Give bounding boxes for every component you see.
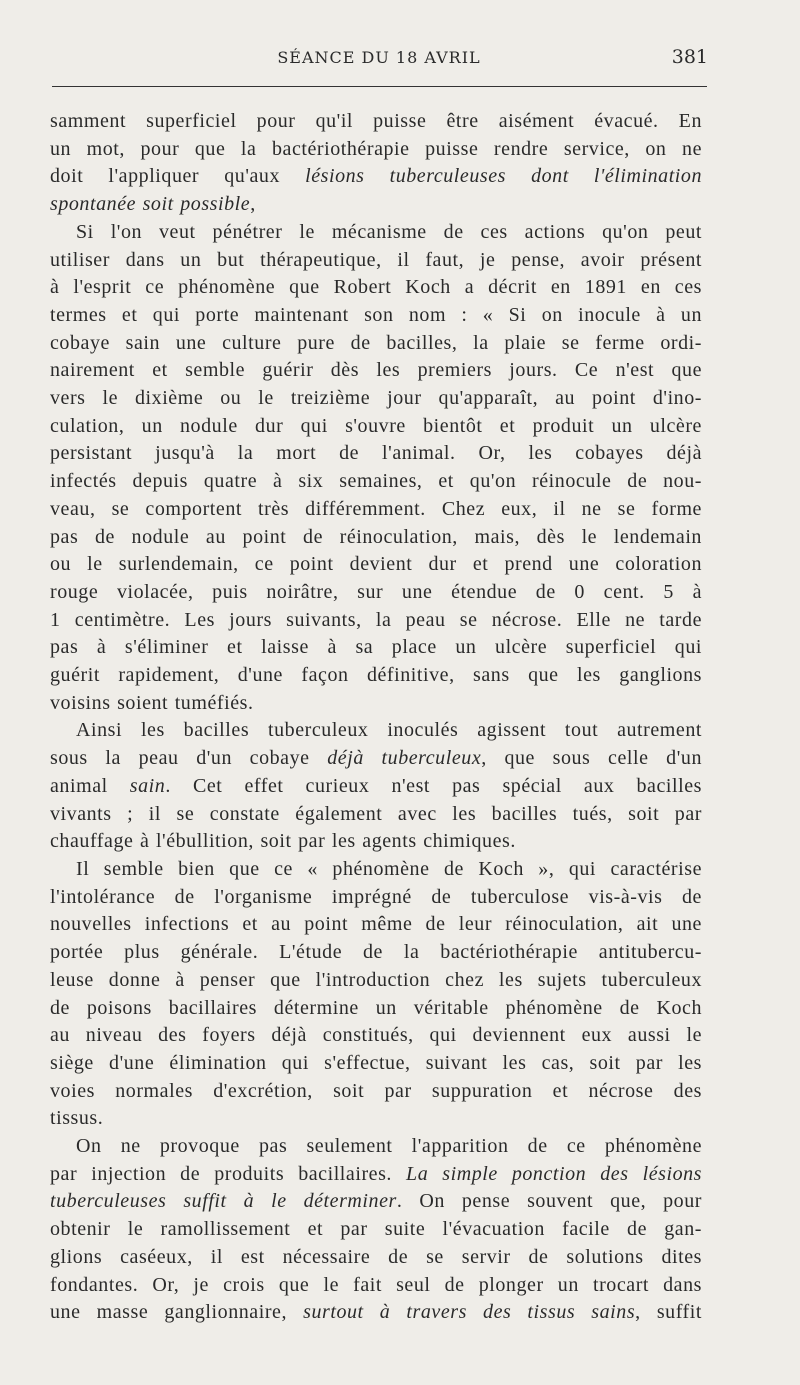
- line-text: l'intolérance de l'organisme imprégné de tuberculose vis-à-vis de: [50, 885, 702, 908]
- text-line: [50, 884, 702, 912]
- line-text: samment superficiel pour qu'il puisse être aisément évacué. En: [50, 110, 702, 132]
- line-text: pas de nodule au point de réinoculation, mais, dès le lendemain: [50, 525, 702, 548]
- text-line: [50, 801, 702, 829]
- line-text: siège d'une élimination qui s'effectue, suivant les cas, soit par les: [50, 1051, 702, 1074]
- italic-text: surtout à travers des tissus sains: [303, 1301, 636, 1324]
- body-text: [50, 108, 702, 1327]
- text-line: [50, 385, 702, 413]
- line-text: Il semble bien que ce « phénomène de Koch », qui caractérise: [76, 857, 702, 880]
- text-line: [50, 191, 702, 219]
- text-line: [50, 1022, 702, 1050]
- line-text: ou le surlendemain, ce point devient dur et prend une coloration: [50, 553, 702, 576]
- line-text: culation, un nodule dur qui s'ouvre bientôt et produit un ulcère: [50, 414, 702, 437]
- italic-text: déjà tuberculeux: [327, 747, 482, 770]
- text-line: [50, 1299, 702, 1327]
- text-line: [50, 995, 702, 1023]
- text-line: [50, 1244, 702, 1272]
- line-text: , suffit: [635, 1301, 702, 1324]
- line-text: de poisons bacillaires détermine un véritable phénomène de Koch: [50, 996, 702, 1019]
- text-line: [50, 856, 702, 884]
- line-text: . Cet effet curieux n'est pas spécial aux bacilles: [165, 774, 702, 797]
- text-line: [50, 357, 702, 385]
- text-line: [50, 524, 702, 552]
- text-line: [50, 690, 702, 718]
- text-line: [50, 302, 702, 330]
- text-line: [50, 551, 702, 579]
- line-text: voies normales d'excrétion, soit par suppuration et nécrose des: [50, 1079, 702, 1102]
- text-line: [50, 1105, 702, 1133]
- text-line: [50, 579, 702, 607]
- line-text: leuse donne à penser que l'introduction chez les sujets tuberculeux: [50, 968, 702, 991]
- line-text: pas à s'éliminer et laisse à sa place un ulcère superficiel qui: [50, 636, 702, 659]
- text-line: [50, 607, 702, 635]
- text-line: [50, 274, 702, 302]
- line-text: vivants ; il se constate également avec les bacilles tués, soit par: [50, 802, 702, 825]
- line-text: guérit rapidement, d'une façon définitive, sans que les ganglions: [50, 664, 702, 687]
- text-line: [50, 1161, 702, 1189]
- line-text: 1 centimètre. Les jours suivants, la peau se nécrose. Elle ne tarde: [50, 608, 702, 631]
- text-line: [50, 468, 702, 496]
- line-text: ,: [250, 193, 256, 216]
- text-line: [50, 136, 702, 164]
- line-text: tissus.: [50, 1107, 104, 1130]
- text-line: [50, 1216, 702, 1244]
- text-line: [50, 773, 702, 801]
- line-text: persistant jusqu'à la mort de l'animal. Or, les cobayes déjà: [50, 442, 702, 465]
- text-line: [50, 1050, 702, 1078]
- line-text: portée plus générale. L'étude de la bactériothérapie antitubercu-: [50, 941, 702, 964]
- line-text: vers le dixième ou le treizième jour qu'apparaît, au point d'ino-: [50, 387, 702, 410]
- line-text: cobaye sain une culture pure de bacilles, la plaie se ferme ordi-: [50, 331, 702, 354]
- text-line: [50, 967, 702, 995]
- text-line: [50, 219, 702, 247]
- text-line: [50, 1078, 702, 1106]
- running-header: [50, 46, 708, 72]
- text-line: [50, 496, 702, 524]
- line-text: chauffage à l'ébullition, soit par les agents chimiques.: [50, 830, 516, 853]
- line-text: utiliser dans un but thérapeutique, il faut, je pense, avoir présent: [50, 248, 702, 271]
- line-text: nouvelles infections et au point même de leur réinoculation, ait une: [50, 913, 702, 936]
- text-line: [50, 440, 702, 468]
- text-line: [50, 717, 702, 745]
- text-line: [50, 108, 702, 136]
- text-line: [50, 939, 702, 967]
- text-line: [50, 413, 702, 441]
- text-line: [50, 662, 702, 690]
- italic-text: spontanée soit possible: [50, 193, 251, 216]
- line-text: . On pense souvent que, pour: [396, 1190, 702, 1213]
- italic-text: tuberculeuses suffit à le déterminer: [50, 1190, 397, 1213]
- line-text: fondantes. Or, je crois que le fait seul de plonger un trocart dans: [50, 1273, 702, 1296]
- line-text: voisins soient tuméfiés.: [50, 691, 254, 714]
- line-text: un mot, pour que la bactériothérapie puisse rendre service, on ne: [50, 137, 702, 160]
- text-line: [50, 1188, 702, 1216]
- italic-text: La simple ponction des lésions: [406, 1162, 702, 1185]
- text-line: [50, 163, 702, 191]
- text-line: [50, 634, 702, 662]
- line-text: veau, se comportent très différemment. Chez eux, il ne se forme: [50, 497, 702, 520]
- line-text: doit l'appliquer qu'aux: [50, 165, 306, 188]
- text-line: [50, 330, 702, 358]
- line-text: , que sous celle d'un: [481, 747, 702, 770]
- text-line: [50, 247, 702, 275]
- text-line: [50, 1133, 702, 1161]
- text-line: [50, 745, 702, 773]
- line-text: Si l'on veut pénétrer le mécanisme de ces actions qu'on peut: [76, 220, 702, 243]
- line-text: Ainsi les bacilles tuberculeux inoculés agissent tout autrement: [76, 719, 702, 742]
- line-text: rouge violacée, puis noirâtre, sur une étendue de 0 cent. 5 à: [50, 580, 702, 603]
- italic-text: lésions tuberculeuses dont l'élimination: [305, 165, 703, 188]
- line-text: animal: [50, 774, 130, 797]
- italic-text: sain: [129, 774, 166, 797]
- line-text: glions caséeux, il est nécessaire de se servir de solutions dites: [50, 1245, 702, 1268]
- line-text: au niveau des foyers déjà constitués, qui deviennent eux aussi le: [50, 1024, 702, 1047]
- line-text: par injection de produits bacillaires.: [50, 1162, 407, 1185]
- header-title: SÉANCE DU 18 AVRIL: [277, 48, 481, 67]
- line-text: termes et qui porte maintenant son nom : « Si on inocule à un: [50, 303, 702, 326]
- line-text: On ne provoque pas seulement l'apparition de ce phénomène: [76, 1135, 702, 1158]
- text-line: [50, 911, 702, 939]
- line-text: infectés depuis quatre à six semaines, et qu'on réinocule de nou-: [50, 470, 702, 493]
- line-text: à l'esprit ce phénomène que Robert Koch a décrit en 1891 en ces: [50, 276, 702, 299]
- text-line: [50, 1272, 702, 1300]
- line-text: nairement et semble guérir dès les premiers jours. Ce n'est que: [50, 359, 702, 382]
- line-text: obtenir le ramollissement et par suite l'évacuation facile de gan-: [50, 1218, 702, 1241]
- line-text: sous la peau d'un cobaye: [50, 747, 328, 770]
- line-text: une masse ganglionnaire,: [50, 1301, 304, 1324]
- header-rule: [52, 86, 707, 87]
- text-line: [50, 828, 702, 856]
- page-number: 381: [671, 46, 708, 68]
